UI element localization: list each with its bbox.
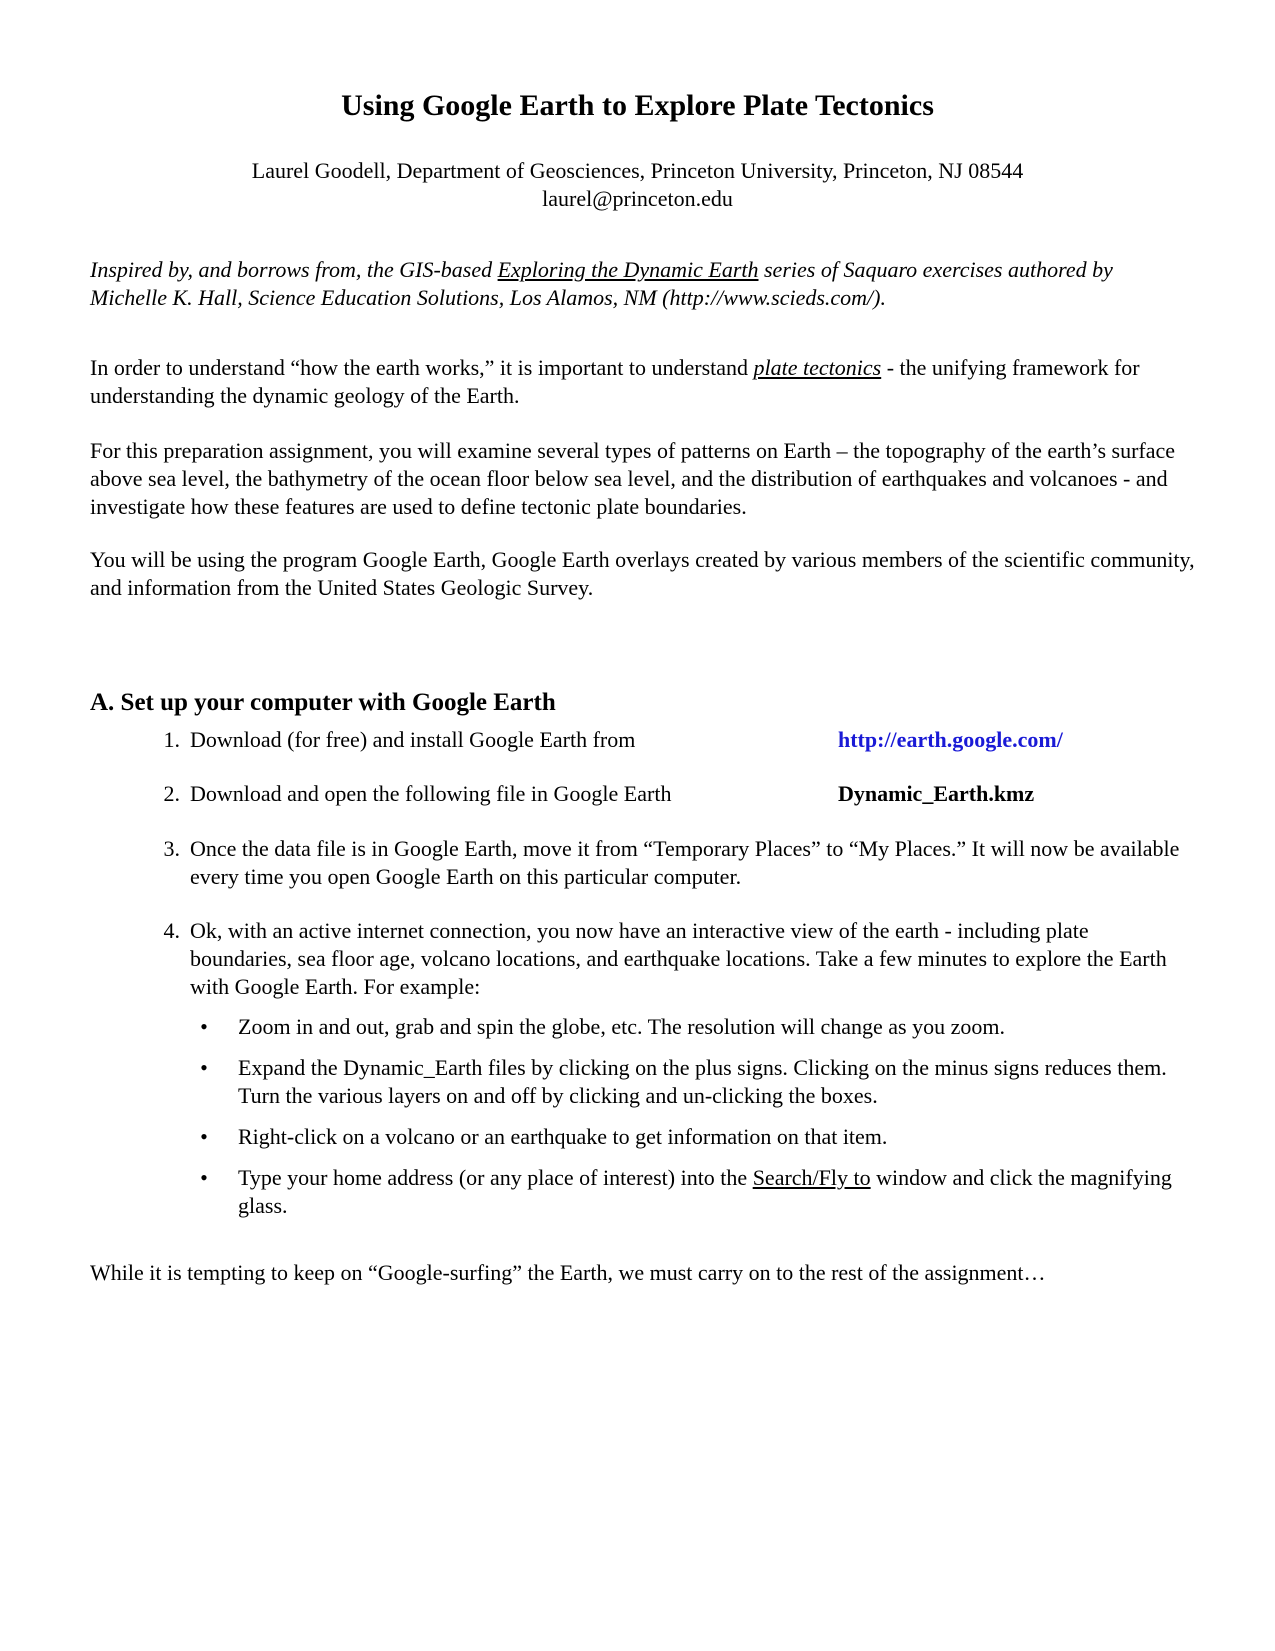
document-title: Using Google Earth to Explore Plate Tectonics	[341, 89, 934, 122]
step-text: Download and open the following file in Google Earth	[190, 781, 672, 806]
intro-p1-before: In order to understand “how the earth works,” it is important to understand	[90, 355, 754, 380]
bullet-icon: •	[200, 1165, 208, 1190]
intro-paragraph-3: You will be using the program Google Earth, Google Earth overlays created by various members of the scientific community, and information from the United States Geologic Survey.	[90, 547, 1195, 600]
step-text: Download (for free) and install Google Earth from	[190, 727, 636, 752]
intro-paragraph-1	[90, 354, 1210, 410]
step-number: 1.	[163, 727, 180, 752]
kmz-file-name: Dynamic_Earth.kmz	[838, 781, 1035, 806]
step-text: Ok, with an active internet connection, you now have an interactive view of the earth - including plate boundaries, sea floor age, volcano locations, and earthquake locations. Take a few minutes to explore the Earth with Google Earth. For example:	[190, 918, 1167, 999]
closing-paragraph: While it is tempting to keep on “Google-surfing” the Earth, we must carry on to the rest of the assignment…	[90, 1260, 1046, 1285]
credit-note	[90, 256, 1190, 312]
step-number: 4.	[163, 918, 180, 943]
intro-paragraph-2: For this preparation assignment, you will examine several types of patterns on Earth – the topography of the earth’s surface above sea level, the bathymetry of the ocean floor below sea level, and the distribution of earthquakes and volcanoes - and investigate how these features are used to define tectonic plate boundaries.	[90, 438, 1176, 519]
credit-text-after: series of Saquaro exercises authored by Michelle K. Hall, Science Education Solutions, Los Alamos, NM (http://www.scieds.com/).	[90, 257, 1113, 310]
bullet-text: Zoom in and out, grab and spin the globe, etc. The resolution will change as you zoom.	[238, 1014, 1005, 1039]
section-a-heading: A. Set up your computer with Google Earth	[90, 689, 556, 716]
credit-series-title: Exploring the Dynamic Earth	[497, 257, 759, 282]
plate-tectonics-term: plate tectonics	[753, 355, 882, 380]
author-block	[0, 157, 1275, 213]
google-earth-link[interactable]: http://earth.google.com/	[838, 727, 1063, 752]
author-affiliation: Laurel Goodell, Department of Geosciences, Princeton University, Princeton, NJ 08544	[251, 158, 1024, 183]
bullet-4-after: window and click the magnifying glass.	[238, 1165, 1172, 1218]
intro-p1-after: - the unifying framework for understanding the dynamic geology of the Earth.	[90, 355, 1140, 408]
bullet-icon: •	[200, 1055, 208, 1080]
author-email: laurel@princeton.edu	[542, 186, 733, 211]
bullet-text: Right-click on a volcano or an earthquake to get information on that item.	[238, 1124, 888, 1149]
bullet-4-before: Type your home address (or any place of interest) into the	[238, 1165, 753, 1190]
bullet-text: Expand the Dynamic_Earth files by clicking on the plus signs. Clicking on the minus signs reduces them. Turn the various layers on and off by clicking and un-clicking the boxes.	[238, 1055, 1167, 1108]
bullet-icon: •	[200, 1014, 208, 1039]
bullet-text	[238, 1164, 1188, 1220]
bullet-icon: •	[200, 1124, 208, 1149]
step-text: Once the data file is in Google Earth, move it from “Temporary Places” to “My Places.” It will now be available every time you open Google Earth on this particular computer.	[190, 836, 1180, 889]
step-number: 3.	[163, 836, 180, 861]
credit-text-before: Inspired by, and borrows from, the GIS-based	[90, 257, 498, 282]
step-number: 2.	[163, 781, 180, 806]
search-fly-to-term: Search/Fly to	[752, 1165, 871, 1190]
